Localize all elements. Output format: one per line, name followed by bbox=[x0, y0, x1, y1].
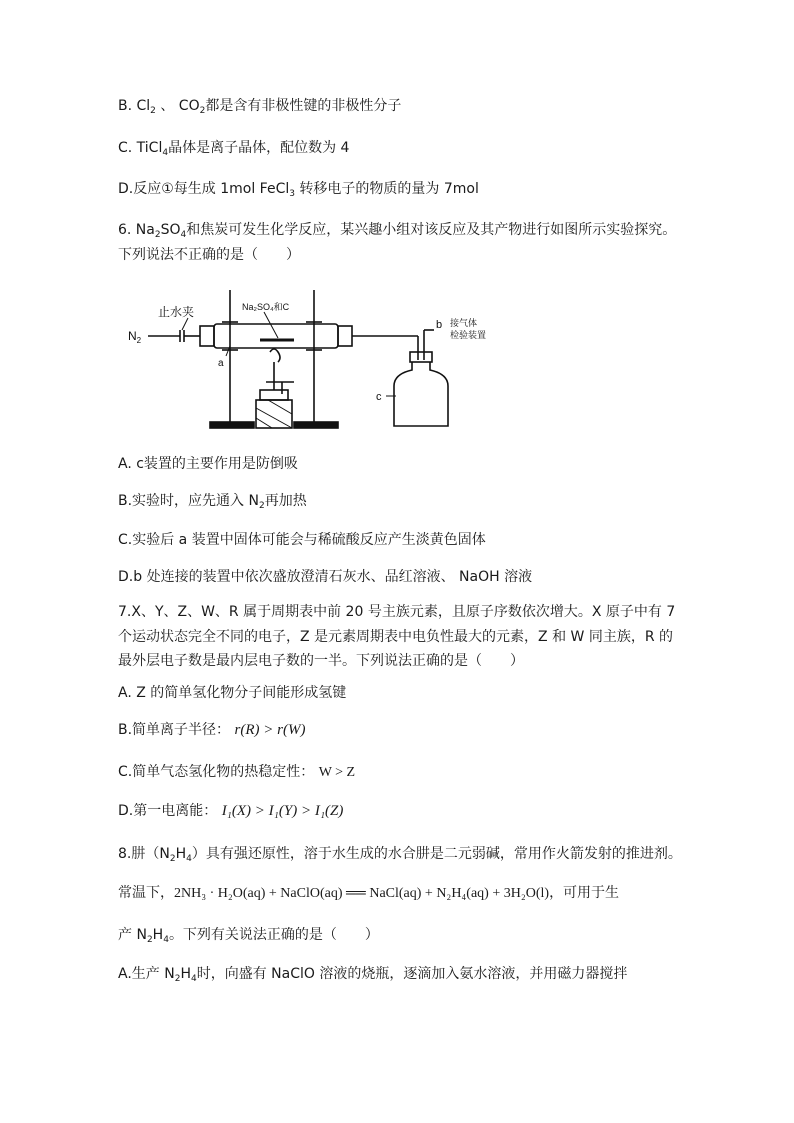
q8-equation: 2NH₃ · H₂O(aq) + NaClO(aq) ══ NaCl(aq) + N₂H₄(aq) + 3H₂O(l) bbox=[174, 886, 550, 901]
q7-option-b: B.简单离子半径： r(R) > r(W) bbox=[118, 722, 306, 738]
tube-label-pointer bbox=[264, 312, 278, 338]
device-label-1: 接气体 bbox=[450, 318, 478, 328]
q5-option-d: D.反应①每生成 1mol FeCl$_3$ 转移电子的物质的量为 7mol bbox=[118, 181, 479, 199]
q8-stem-line1: 8.肼$(N_2H_4)$具有强还原性，溶于水生成的水合肼是二元弱碱，常用作火箭发射的推进剂。 bbox=[118, 846, 682, 864]
b-label: b bbox=[436, 319, 443, 331]
q7-option-c-expr: W > Z bbox=[318, 765, 356, 780]
q8-stem-line2: 常温下，2NH₃ · H₂O(aq) + NaClO(aq) ══ NaCl(aq) + N₂H₄(aq) + 3H₂O(l)，可用于生 bbox=[118, 885, 620, 901]
q6-option-b: B.实验时，应先通入 $N_2$再加热 bbox=[118, 493, 307, 511]
q6-option-a: A. c装置的主要作用是防倒吸 bbox=[118, 456, 298, 472]
reaction-tube bbox=[214, 324, 338, 348]
q6-option-c: C.实验后 a 装置中固体可能会与稀硫酸反应产生淡黄色固体 bbox=[118, 532, 486, 548]
q6-option-d: D.b 处连接的装置中依次盛放澄清石灰水、品红溶液、 NaOH 溶液 bbox=[118, 569, 533, 585]
c-label: c bbox=[376, 391, 382, 403]
experiment-apparatus-figure bbox=[118, 282, 678, 440]
q7-option-b-expr: r(R) > r(W) bbox=[234, 722, 306, 738]
flame bbox=[270, 349, 280, 362]
left-stopper bbox=[200, 326, 214, 346]
q7-option-d: D.第一电离能： I₁(X) > I₁(Y) > I₁(Z) bbox=[118, 803, 344, 819]
a-label: a bbox=[218, 358, 224, 369]
right-stand-base bbox=[294, 422, 338, 428]
right-stopper bbox=[338, 326, 352, 346]
left-stand-base bbox=[210, 422, 254, 428]
tube-content-label: Na₂SO₄和C bbox=[242, 302, 290, 312]
q6-stem-line2: 下列说法不正确的是（ ） bbox=[118, 247, 300, 263]
burner-base bbox=[256, 400, 292, 428]
q6-stem-line1: 6. $Na_2SO_4$和焦炭可发生化学反应，某兴趣小组对该反应及其产物进行如图所示实验探究。 bbox=[118, 222, 677, 240]
burner-hatch-2 bbox=[268, 400, 292, 414]
q5-option-b: B. $Cl_2$ 、 $CO_2$都是含有非极性键的非极性分子 bbox=[118, 98, 402, 116]
q5-option-c: C. TiCl$_4$晶体是离子晶体，配位数为 4 bbox=[118, 140, 350, 158]
q7-stem-line1: 7.X、Y、Z、W、R 属于周期表中前 20 号主族元素，且原子序数依次增大。X 原子中有 7 bbox=[118, 604, 676, 620]
q8-option-a: A.生产 $N_2H_4$时，向盛有 NaClO 溶液的烧瓶，逐滴加入氨水溶液，并用磁力器搅拌 bbox=[118, 966, 628, 984]
burner-hatch-3 bbox=[256, 418, 272, 428]
q7-stem-line2: 个运动状态完全不同的电子，Z 是元素周期表中电负性最大的元素，Z 和 W 同主族，R 的 bbox=[118, 629, 674, 645]
q8-stem-line3: 产 $N_2H_4$。下列有关说法正确的是（ ） bbox=[118, 927, 379, 945]
q7-option-c: C.简单气态氢化物的热稳定性： W > Z bbox=[118, 764, 356, 780]
bottle-c bbox=[394, 362, 448, 426]
clamp-pointer bbox=[182, 318, 188, 330]
device-label-2: 检验装置 bbox=[450, 330, 487, 340]
bottle-stopper bbox=[410, 352, 432, 362]
burner-head bbox=[260, 390, 288, 400]
q7-option-d-expr: I₁(X) > I₁(Y) > I₁(Z) bbox=[221, 803, 344, 819]
q7-stem-line3: 最外层电子数是最内层电子数的一半。下列说法正确的是（ ） bbox=[118, 653, 524, 669]
n2-label: $N_2$ bbox=[128, 329, 142, 345]
q7-option-a: A. Z 的简单氢化物分子间能形成氢键 bbox=[118, 685, 347, 701]
clamp-label: 止水夹 bbox=[158, 305, 195, 319]
